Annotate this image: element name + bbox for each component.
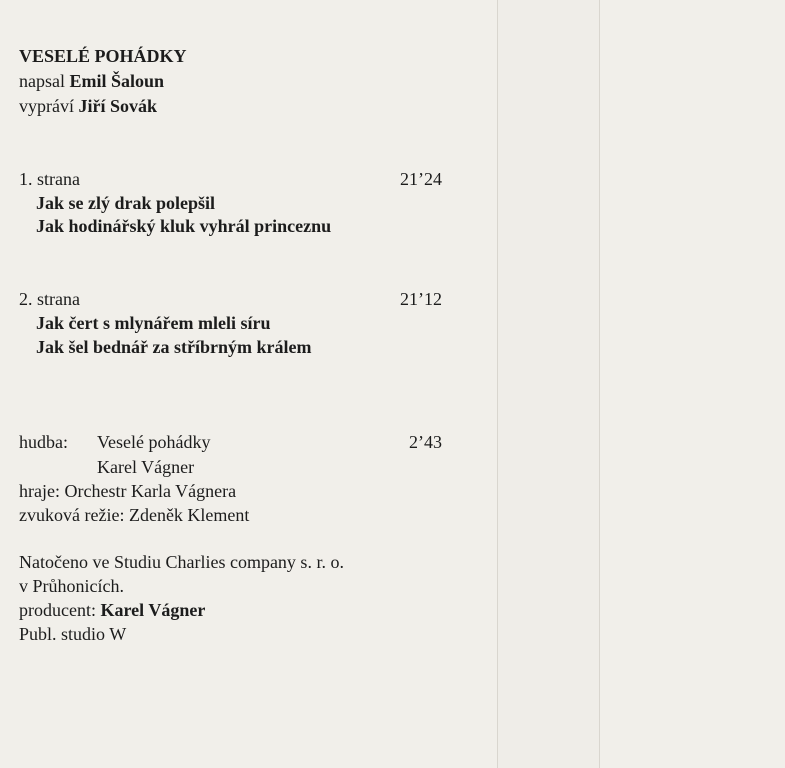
plays-line xyxy=(19,480,236,502)
side1-track-1: Jak se zlý drak polepšil xyxy=(36,193,216,213)
author-prefix: napsal xyxy=(19,71,65,91)
fold-line-left xyxy=(497,0,498,768)
sound-label: zvuková režie: xyxy=(19,505,125,525)
spine-panel xyxy=(498,0,599,768)
recording-line-1: Natočeno ve Studiu Charlies company s. r. o. xyxy=(19,552,344,572)
producer-label: producent: xyxy=(19,600,96,620)
side2-track-1: Jak čert s mlynářem mleli síru xyxy=(36,313,271,333)
narrator-line xyxy=(19,95,157,117)
side2-track-2: Jak šel bednář za stříbrným králem xyxy=(36,337,312,357)
side2-time: 21’12 xyxy=(400,289,442,309)
sound-line xyxy=(19,504,249,526)
author-name: Emil Šaloun xyxy=(69,71,165,91)
music-label: hudba: xyxy=(19,432,68,452)
music-time: 2’43 xyxy=(409,432,442,452)
music-title: Veselé pohádky xyxy=(97,432,211,452)
side2-label: 2. strana xyxy=(19,289,80,309)
side1-label: 1. strana xyxy=(19,169,80,189)
author-line xyxy=(19,70,164,92)
producer-name: Karel Vágner xyxy=(100,600,206,620)
album-title: VESELÉ POHÁDKY xyxy=(19,46,187,66)
sound-value: Zdeněk Klement xyxy=(128,505,250,525)
narrator-prefix: vypráví xyxy=(19,96,74,116)
producer-line xyxy=(19,599,205,621)
side1-track-2: Jak hodinářský kluk vyhrál princeznu xyxy=(36,216,332,236)
plays-value: Orchestr Karla Vágnera xyxy=(64,481,237,501)
music-author: Karel Vágner xyxy=(97,457,195,477)
fold-line-right xyxy=(599,0,600,768)
recording-line-2: v Průhonicích. xyxy=(19,576,124,596)
publisher-line: Publ. studio W xyxy=(19,624,127,644)
plays-label: hraje: xyxy=(19,481,60,501)
narrator-name: Jiří Sovák xyxy=(78,96,157,116)
side1-time: 21’24 xyxy=(400,169,442,189)
